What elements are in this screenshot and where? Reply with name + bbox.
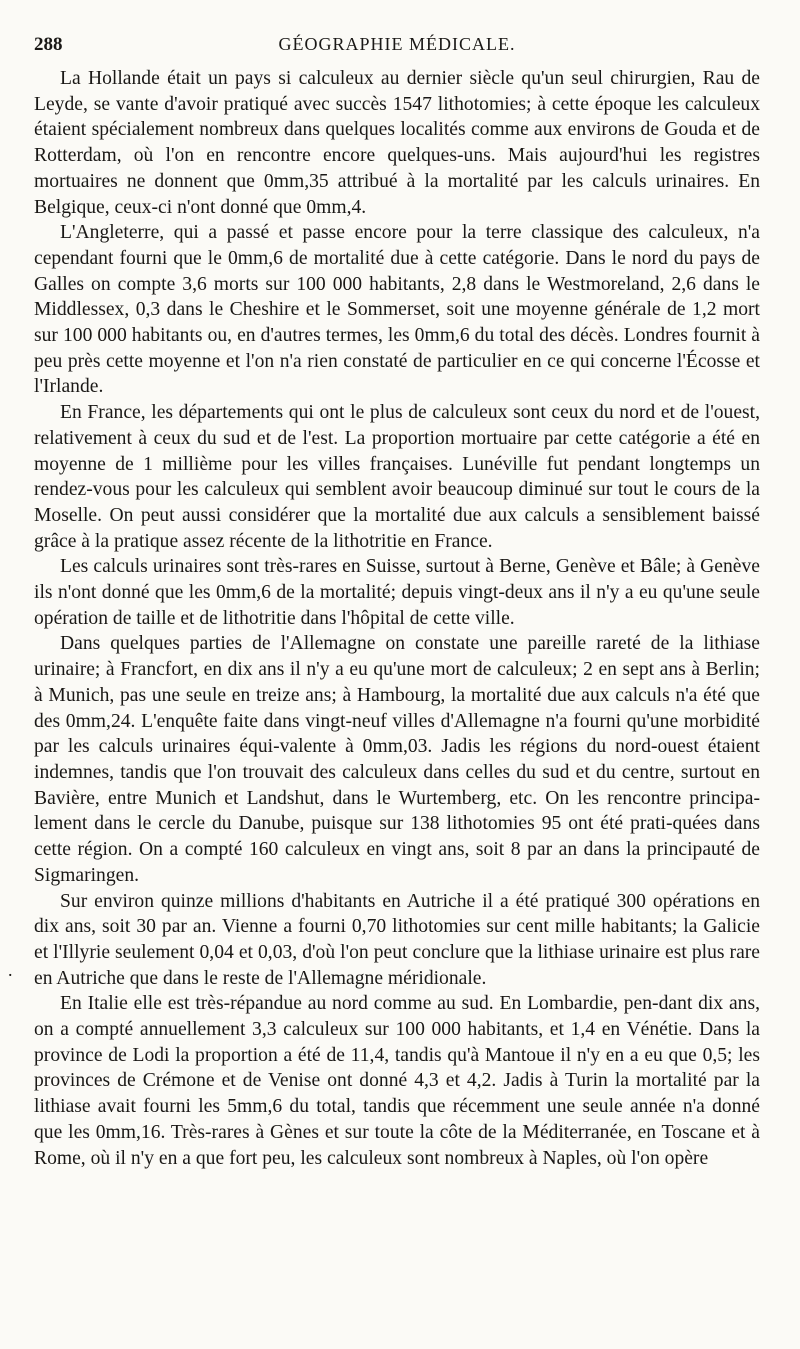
running-head: GÉOGRAPHIE MÉDICALE. [278, 34, 516, 54]
page-header [34, 30, 760, 60]
paragraph-switzerland: Les calculs urinaires sont très-rares en Suisse, surtout à Berne, Genève et Bâle; à Genève ils n'ont donné que les 0mm,6 de la mortalité; depuis vingt-deux ans il n'y a eu qu'une seule opération de taille et de lithotritie dans l'hôpital de cette ville. [34, 556, 760, 629]
paragraph-italy: En Italie elle est très-répandue au nord comme au sud. En Lombardie, pen-dant dix ans, on a compté annuellement 3,3 calculeux sur 100 000 habitants, et 1,4 en Vénétie. Dans la province de Lodi la proportion a été de 11,4, tandis qu'à Mantoue il n'y en a eu que 0,5; les provinces de Crémone et de Venise ont donné 4,3 et 4,2. Jadis à Turin la mortalité par la lithiase avait fourni les 5mm,6 du total, tandis que récemment une seule année n'a donné que les 0mm,16. Très-rares à Gènes et sur toute la côte de la Méditerranée, en Toscane et à Rome, où il n'y en a que fort peu, les calculeux sont nombreux à Naples, où l'on opère [34, 993, 760, 1169]
paragraph-austria: Sur environ quinze millions d'habitants en Autriche il a été pratiqué 300 opérations en dix ans, soit 30 par an. Vienne a fourni 0,70 lithotomies sur cent mille habitants; la Galicie et l'Illyrie seulement 0,04 et 0,03, d'où l'on peut conclure que la lithiase urinaire est plus rare en Autriche que dans le reste de l'Allemagne méridionale. [34, 890, 760, 989]
paragraph-england: L'Angleterre, qui a passé et passe encore pour la terre classique des calculeux, n'a cependant fourni que le 0mm,6 de mortalité due à cette catégorie. Dans le nord du pays de Galles on compte 3,6 morts sur 100 000 habitants, 2,8 dans le Westmoreland, 2,6 dans le Middlessex, 0,3 dans le Cheshire et le Sommerset, soit une moyenne générale de 1,2 mort sur 100 000 habitants ou, en d'autres termes, les 0mm,6 du total des décès. Londres fournit à peu près cette moyenne et l'on n'a rien constaté de particulier en ce qui concerne l'Écosse et l'Irlande. [34, 222, 760, 398]
page-number: 288 [34, 34, 63, 55]
paragraph-holland: La Hollande était un pays si calculeux au dernier siècle qu'un seul chirurgien, Rau de Leyde, se vante d'avoir pratiqué avec succès 1547 lithotomies; à cette époque les calculeux étaient spécialement nombreux dans quelques localités comme aux environs de Gouda et de Rotterdam, où l'on en rencontre encore quelques-uns. Mais aujourd'hui les registres mortuaires ne donnent que 0mm,35 attribué à la mortalité par les calculs urinaires. En Belgique, ceux-ci n'ont donné que 0mm,4. [34, 68, 760, 218]
margin-mark: . [8, 960, 13, 980]
body-text [34, 66, 760, 1171]
paragraph-germany: Dans quelques parties de l'Allemagne on constate une pareille rareté de la lithiase urinaire; à Francfort, en dix ans il n'y a eu qu'une mort de calculeux; 2 en sept ans à Berlin; à Munich, pas une seule en treize ans; à Hambourg, la mortalité due aux calculs n'a été que des 0mm,24. L'enquête faite dans vingt-neuf villes d'Allemagne n'a fourni qu'une morbidité par les calculs urinaires équi-valente à 0mm,03. Jadis les régions du nord-ouest étaient indemnes, tandis que l'on trouvait des calculeux dans celles du sud et du centre, surtout en Bavière, entre Munich et Landshut, dans le Wurtemberg, etc. On les rencontre principa-lement dans le cercle du Danube, puisque sur 138 lithotomies 95 ont été prati-quées dans cette région. On a compté 160 calculeux en vingt ans, soit 8 par an dans la principauté de Sigmaringen. [34, 633, 760, 886]
paragraph-france: En France, les départements qui ont le plus de calculeux sont ceux du nord et de l'ouest, relativement à ceux du sud et de l'est. La proportion mortuaire par cette catégorie a été en moyenne de 1 millième pour les villes françaises. Lunéville fut pendant longtemps un rendez-vous pour les calculeux qui semblent avoir beaucoup diminué sur tout le cours de la Moselle. On peut aussi considérer que la mortalité due aux calculs a sensiblement baissé grâce à la pratique assez récente de la lithotritie en France. [34, 402, 760, 552]
